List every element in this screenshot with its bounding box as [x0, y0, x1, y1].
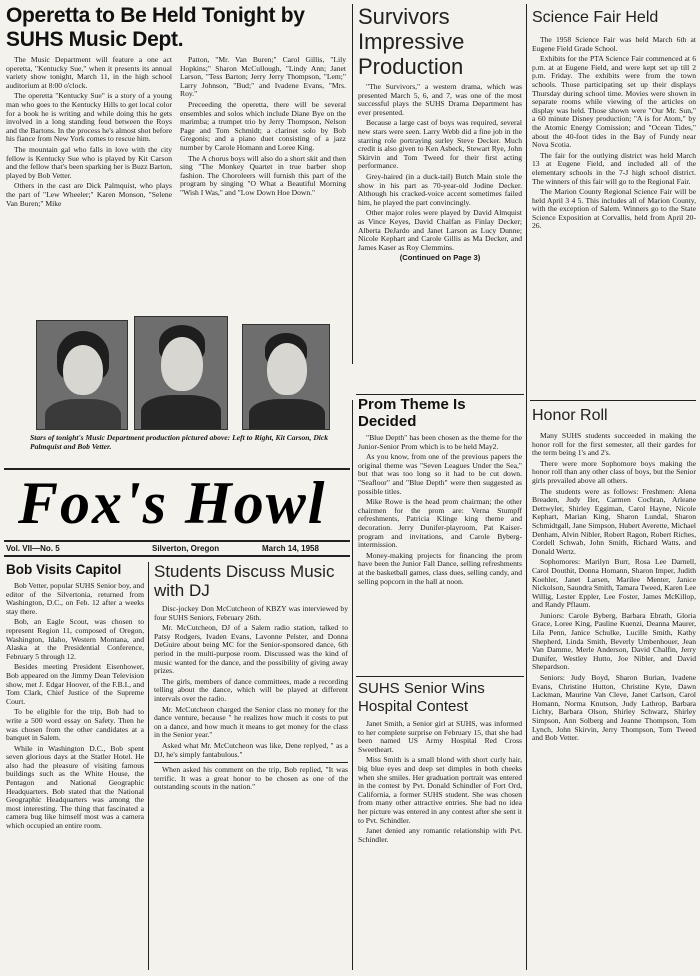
operetta-col-2	[180, 56, 346, 200]
students-dj-headline: Students Discuss Music with DJ	[154, 562, 335, 600]
paragraph: The A chorus boys will also do a short skit and then sing "The Monkey Quartet in true barber shop fashion. The Choroleers will furnish this part of the program by singing "O What a Beautiful Morning "Wish I Was," and "Low Down Hoe Down."	[180, 153, 346, 197]
operetta-headline: Operetta to Be Held Tonight by SUHS Music Dept.	[6, 4, 305, 51]
paragraph: Mr. McCutcheon, DJ of a Salem radio station, talked to Patsy Rodgers, Ivaden Evans, Lavonne Pelster, and Donna DeGuire about being MC for the Senior-sponsored dance, 6th period in the multi-purpose room. Discussed was the kind of music wanted for the dance, and the possibility of giving away prizes.	[154, 623, 348, 676]
paragraph: Other major roles were played by David Almquist as Vince Keyes, David Chalfan as Finlay Decker; Alberta DeJardo and Janet Larson as Lucy Dunne; Nicole Kephart and Carole Gillis as Ma Decker, and James Kaser as Roy Clemmins.	[358, 208, 522, 252]
paragraph: Mr. McCutcheon charged the Senior class no money for the dance venture, because " he realizes how much it costs to put on a dance, and how much it means to get money for the class in the Senior year."	[154, 704, 348, 740]
masthead-title: Fox's Howl	[18, 470, 327, 536]
survivors-headline: Survivors Impressive Production	[358, 4, 465, 79]
paragraph: Janet Smith, a Senior girl at SUHS, was informed to her complete surprise on February 15, that she had been named US Army Hospital Red Cross Sweetheart.	[358, 719, 522, 754]
column-divider	[148, 562, 149, 970]
paragraph: Many SUHS students succeeded in making the honor roll for the first semester, all their gardes for the term being 1's and 2's.	[532, 431, 696, 458]
paragraph: There were more Sophomore boys making the honor roll than any other class of boys, but the Senior girls prevailed above all others.	[532, 458, 696, 485]
paragraph: While in Washington D.C., Bob spent seven glorious days at the Statler Hotel. He also had the pleasure of visiting famous buildings such as the White House, the Pentagon and National Geographic Headquarters. Bob stated that the National Geographic Headquarters was among the most interesting. The thing that fascinated a camera bug like himself most was a camera which occupied an entire room.	[6, 743, 144, 831]
honor-roll-headline: Honor Roll	[532, 407, 608, 424]
paragraph: Preceeding the operetta, there will be several ensembles and solos which include Diane Bye on the marimba; a trumpet trio by Jerry Thompson, Nelson Page and Tom Schmidt; a clarinet solo by Bob Gregonis; and a piano duet consisting of a jazz number by Carole Homann and Loree King.	[180, 99, 346, 152]
science-fair-headline: Science Fair Held	[532, 9, 659, 26]
continued-note: (Continued on Page 3)	[399, 253, 481, 263]
paragraph: Mike Rowe is the head prom chairman; the other chairmen for the prom are: Verna Stumpff refreshments, Patricia Klinge king theme and decoration. Jerry Dunifer-playroom, Pat Kaiser-program and invitations, and Carole Byberg-intermission.	[358, 497, 522, 550]
paragraph: Sophomores: Marilyn Burr, Rosa Lee Darnell, Carol Douthit, Donna Homann, Sharon Imper, Judith Koehler, Janet Larsen, Marilee Menter, Janice Nickolson, Saundra Smith, Tamara Tweed, Karen Lee Willig, Lester Eppler, Lee Foster, James McKillop, and Randy Pflaum.	[532, 557, 696, 610]
paragraph: Money-making projects for financing the prom have been the Junior Fall Dance, selling refreshments at the basketball games, class dues, selling candy, and selling popcorn in the hall at noon.	[358, 550, 522, 586]
paragraph: Bob, an Eagle Scout, was chosen to represent Region 11, composed of Oregon, Washington, Idaho, Western Montana, and Alaska at the Presidential Conference, February 5 through 12.	[6, 617, 144, 661]
paragraph: The 1958 Science Fair was held March 6th at Eugene Field Grade School.	[532, 35, 696, 53]
paragraph: The girls, members of dance committees, made a recording telling about the dance, which will be played at different intervals over the radio.	[154, 676, 348, 703]
paragraph: Janet denied any romantic relationship with Pvt. Schindler.	[358, 826, 522, 844]
paragraph: "The Survivors," a western drama, which was presented March 5, 6, and 7, was one of the most successful plays the SUHS Drama Department has ever presented.	[358, 82, 522, 117]
column-divider	[526, 4, 527, 970]
paragraph: Others in the cast are Dick Palmquist, who plays the part of "Lew Wheeler;" Karen Monson, "Selene Van Buren;" Mike	[6, 181, 172, 208]
students-dj-article	[154, 562, 348, 972]
masthead	[4, 470, 350, 558]
masthead-rule-mid	[4, 540, 350, 542]
issue-city: Silverton, Oregon	[152, 544, 220, 553]
photo-kit-carson	[36, 320, 128, 430]
section-divider	[530, 400, 696, 401]
section-divider	[356, 676, 524, 677]
paragraph: Asked what Mr. McCutcheon was like, Dene replyed, " as a DJ, he's simply fantabulous."	[154, 740, 348, 759]
suhs-senior-headline: SUHS Senior Wins Hospital Contest	[358, 680, 485, 715]
paragraph: The students were as follows: Freshmen: Alena Breaden, Judy Iler, Carmen Cochran, Arleane Dettwyler, Shirley Eggiman, Carol Hayne, Nicole Kephart, Marian King, Sharon Lundal, Sharon Schmidtgall, Jane Simpson, Hubert Averette, Michael Denham, Alvin Nibler, Robert Ragon, Robert Riches, Cordell Schwab, John Smith, Richard Watts, and Donald Wertz.	[532, 486, 696, 556]
operetta-col-1	[6, 56, 172, 210]
issue-volume: Vol. VII—No. 5	[6, 544, 60, 553]
paragraph: As you know, from one of the previous papers the original theme was "Seven Leagues Under the Sea," but that was too long so it had to be cut down. "Seafloor" and "Blue Depth" were then suggested as possible titles.	[358, 452, 522, 496]
paragraph: Exhibits for the PTA Science Fair commenced at 6 p.m. at at Eugene Field, and were kept set up till 2 p.m. Friday. The exhibits were from the town schools. Those participating set up their displays Thursday during school time. Movies were shown in separate rooms while viewing of the articles on display was held. Those shown were "Our Mr. Sun," a 60 minute Disney production; "A is for Atom," by the Atomic Energy Comission; and "Ocean Tides," about the 40-foot tides in the Bay of Fundy near Nova Scotia.	[532, 54, 696, 150]
paragraph: To be eligible for the trip, Bob had to write a 500 word essay on Safety. Then he was chosen from the other candidates at a banquet in Salem.	[6, 707, 144, 743]
paragraph: The operetta "Kentucky Sue" is a story of a young man who goes to the Kentucky Hills to get local color for a book he is writing and while doing this he gets involved in a long standing feud between the Roys and the Bartons. In the process he's almost shot before his fiance from New York comes to rescue him.	[6, 91, 172, 144]
prom-article	[358, 396, 522, 674]
column-divider	[352, 4, 353, 364]
paragraph: The fair for the outlying district was held March 13 at Eugene Field, and included all of the elementary schools in the 7-J high school district. The winners of this fair will go to the Regional Fair.	[532, 150, 696, 186]
photo-dick-palmquist	[134, 316, 228, 430]
issue-date: March 14, 1958	[262, 544, 319, 553]
suhs-senior-article	[358, 680, 522, 972]
bob-headline: Bob Visits Capitol	[6, 562, 122, 577]
science-fair-article	[532, 4, 696, 400]
operetta-article	[6, 4, 348, 474]
bob-article	[6, 562, 144, 972]
paragraph: Seniors: Judy Boyd, Sharon Burian, Ivadene Evans, Christine Hutton, Christine Kyte, Dawn Lackman, Maurine Van Cleve, Janet Carlson, Carol Homann, Norma Knutson, Judy Lathrop, Barbara Lichty, Barbara Olson, Shirley Schwarz, Shirley Simpson, Ann Solberg and Jeanne Thompson, Tom Lynch, John Skirvin, Jerry Thompson, Tom Tweed and Bob Vetter.	[532, 673, 696, 743]
paragraph: Miss Smith is a small blond with short curly hair, big blue eyes and deep set dimples in both cheeks when she smiles. Her graduation portrait was entered in the contest by Pvt. Donald Schindler of Fort Ord, California, a former SUHS student. She was chosen from many other attractive entries. She had no idea her picture was entered in any contest after she sent it to Pvt. Schindler.	[358, 755, 522, 825]
paragraph: Disc-jockey Don McCutcheon of KBZY was interviewed by four SUHS Seniors, February 26th.	[154, 604, 348, 622]
paragraph: The mountain gal who falls in love with the city fellow is Kentucky Sue who is played by Kit Carson and the fellow that's been sparking her is Buzz Barton, played by Bob Vetter.	[6, 144, 172, 180]
honor-roll-article	[532, 404, 696, 972]
paragraph: The Music Department will feature a one act operetta, "Kentucky Sue," when it presents its annual variety show tonight, March 11, in the high school auditorium at 8:00 o'clock.	[6, 55, 172, 90]
paragraph: Bob Vetter, popular SUHS Senior boy, and editor of the Silvertonia, returned from Washington, D.C., on Feb. 12 after a weeks stay there.	[6, 581, 144, 616]
paragraph: When asked his comment on the trip, Bob replied, "It was terrific. It was a great honor to be chosen as one of the outstanding scouts in the nation."	[154, 765, 348, 792]
photo-bob-vetter	[242, 324, 330, 430]
section-divider	[356, 394, 524, 395]
masthead-rule-bottom	[4, 555, 350, 557]
paragraph: Because a large cast of boys was required, several new stars were seen. Larry Webb did a fine job in the starring role portraying surley Steve Decker. Much credit is also given to Ken Asbeck, Stewart Rye, John Skirvin and Tom Tweed for their first acting performance.	[358, 118, 522, 171]
paragraph: Patton, "Mr. Van Buren;" Carol Gillis, "Lily Hopkins;" Sharon McCullough, "Lindy Ann; Janet Larson, "Tess Barton; Jerry Jerry Thompson, "Lem;" Larry Johnson, "Bud;" and Ivadene Evans, "Mrs. Roy."	[180, 55, 346, 99]
paragraph: The Marion County Regional Science Fair will be held April 3 4 5. This includes all of Marion County, with the exception of Salem. Winners go to the State Science Exposition at Corvallis, held from April 20-26.	[532, 187, 696, 231]
paragraph: "Blue Depth" has been chosen as the theme for the Junior-Senior Prom which is to be held May2.	[358, 433, 522, 451]
prom-headline: Prom Theme Is Decided	[358, 396, 466, 430]
paragraph: Grey-haired (in a duck-tail) Butch Main stole the show in his part as 70-year-old Jodine Decker. Although his cracked-voice accent sometimes failed him, he played the part convincingly.	[358, 171, 522, 207]
column-divider	[352, 400, 353, 970]
photo-caption: Stars of tonight's Music Department production pictured above: Left to Right, Kit Carson, Dick Palmquist and Bob Vetter.	[30, 433, 329, 451]
survivors-article	[358, 4, 522, 400]
section-divider	[154, 762, 348, 763]
paragraph: Besides meeting President Eisenhower, Bob appeared on the Jimmy Dean Television show, met J. Edgar Hoover, of the F.B.I., and Tom Clark, Chief Justice of the Supreme Court.	[6, 662, 144, 706]
paragraph: Juniors: Carole Byberg, Barbara Ebrath, Gloria Grace, Loree King, Pauline Kuenzi, Deanna Maurer, Lila Penn, Janice Schulke, Lucille Smith, Kathy Shepherd, Linda Smith, Beverly Umbenhouer, Jean Van Damme, Merle Anderson, David Chalfin, Jerry Dunifer, Westley Hutto, Joe Nibler, and David Shepardson.	[532, 610, 696, 672]
